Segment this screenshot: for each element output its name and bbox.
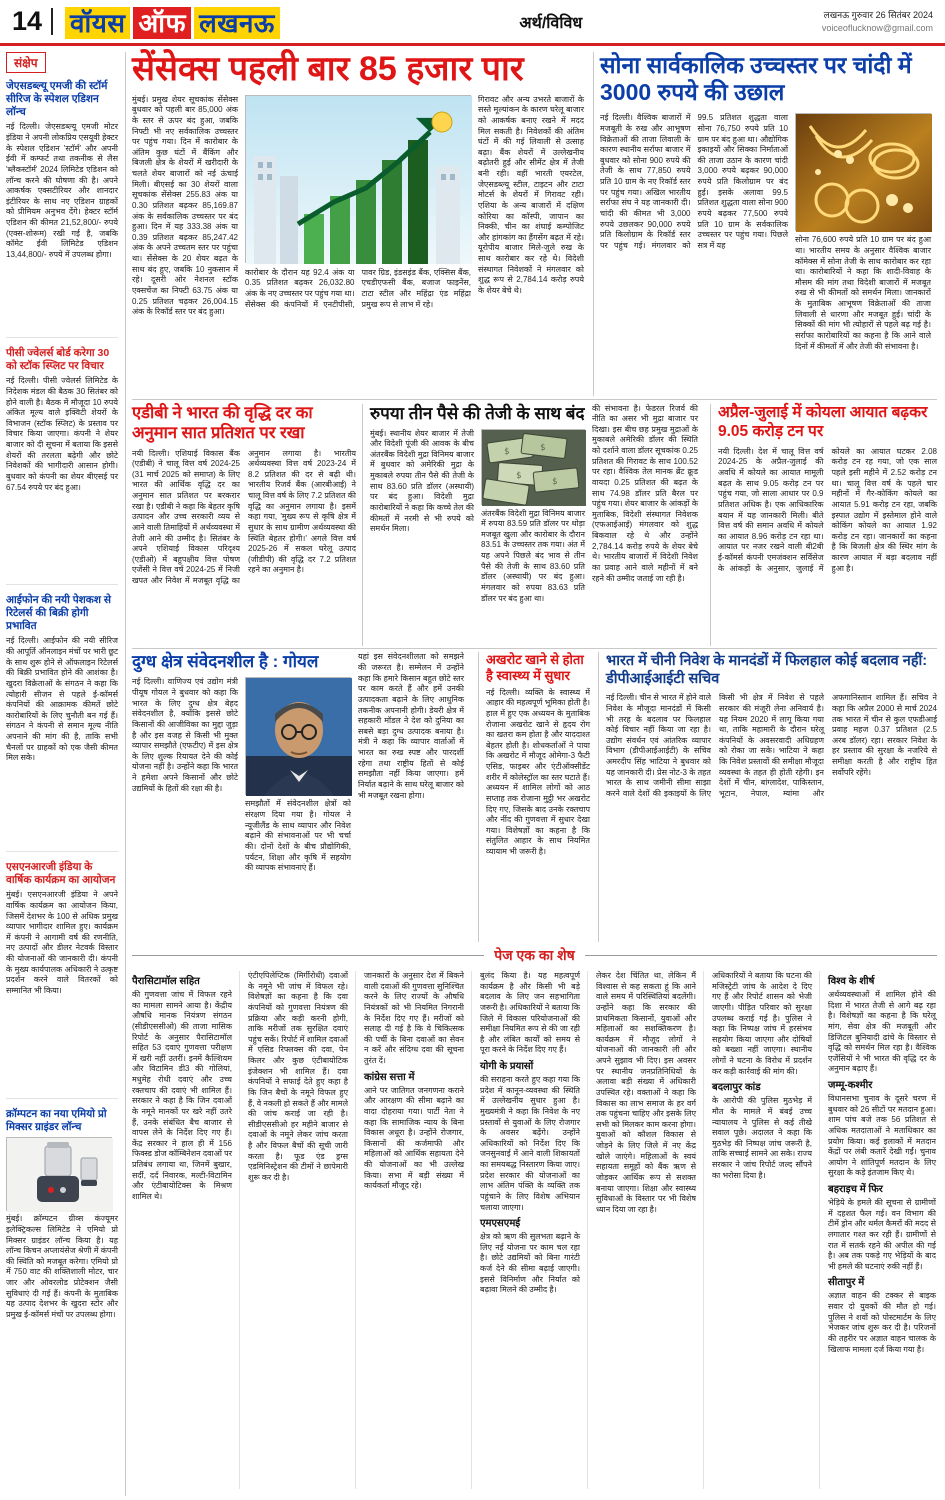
gold-column-text-2: सोना 76,600 रुपये प्रति 10 ग्राम पर बंद हुआ था। भारतीय समय के अनुसार वैश्विक बाजार कॉमेक्स में सोना तेजी के साथ कारोबार कर रहा था। कारोबारियों ने कहा कि शादी-विवाह के मौसम की मांग तथा विदेशी बाजारों में मजबूत रुख से भी कीमतों को समर्थन मिला। जानकारों के मुताबिक आभूषण विक्रेताओं की ताजा लिवाली से धारणा और मजबूत हुई। चांदी के सिक्कों की मांग भी त्योहारों से पहले बढ़ गई है। सर्राफा कारोबारियों का कहना है कि आने वाले दिनों में कीमतों में और तेजी की संभावना है। [795, 235, 931, 351]
date-block [822, 9, 933, 33]
brief-body: नई दिल्ली। जेएसडब्ल्यू एमजी मोटर इंडिया ने अपनी लोकप्रिय एसयूवी हेक्टर के स्पेशल एडिशन 'स्टॉर्म' और अपनी ईवी में कम्फर्ट तथा तकनीक से लैस 'ब्लैकस्टॉर्म' 2024 लिमिटेड एडिशन को लॉन्च करने की घोषणा की है। अपने आकर्षक एक्सटीरियर और शानदार इंटीरियर के साथ नए एडिशन ग्राहकों को प्रीमियम अनुभव देंगे। हेक्टर स्टॉर्म एडिशन की कीमत 21,52,800/- रुपये (एक्स-शोरूम) रखी गई है, जबकि कॉमेट ईवी लिमिटेड एडिशन 13,44,800/- रुपये में उपलब्ध होगा। [6, 122, 118, 259]
gold-body [600, 113, 937, 375]
brief-body: मुंबई। क्रॉम्पटन ग्रीव्स कंज्यूमर इलेक्ट्रिकल्स लिमिटेड ने एमियो प्रो मिक्सर ग्राइंडर लॉन्च किया है। यह लॉन्च किचन अप्लायंसेज श्रेणी में कंपनी की स्थिति को मजबूत करेगा। एमियो प्रो में 750 वाट की शक्तिशाली मोटर, चार जार और ओवरलोड प्रोटेक्शन जैसी सुविधाएं दी गई हैं। कंपनी के मुताबिक यह उत्पाद देशभर के खुदरा स्टोर और प्रमुख ई-कॉमर्स मंचों पर उपलब्ध होगा। [6, 1214, 118, 1319]
brief-body: नई दिल्ली। पीसी ज्वेलर्स लिमिटेड के निदेशक मंडल की बैठक 30 सितंबर को होने वाली है। बैठक में मौजूदा 10 रुपये अंकित मूल्य वाले इक्विटी शेयरों के विभाजन (स्टॉक स्प्लिट) के प्रस्ताव पर विचार किया जाएगा। कंपनी ने शेयर बाजार को दी सूचना में बताया कि इससे शेयरों की तरलता बढ़ेगी और छोटे निवेशकों की भागीदारी आसान होगी। बुधवार को कंपनी का शेयर बीएसई पर 67.54 रुपये पर बंद हुआ। [6, 376, 118, 492]
walnut-body: नई दिल्ली। व्यक्ति के स्वास्थ्य में आहार की महत्वपूर्ण भूमिका होती है। हाल में हुए एक अध्ययन के मुताबिक रोजाना अखरोट खाने से हृदय रोग का खतरा कम होता है और याददाश्त बेहतर होती है। शोधकर्ताओं ने पाया कि अखरोट में मौजूद ओमेगा-3 फैटी एसिड, फाइबर और एंटीऑक्सीडेंट शरीर में कोलेस्ट्रॉल का स्तर घटाते हैं। अध्ययन में शामिल लोगों को आठ सप्ताह तक रोजाना मुट्ठी भर अखरोट दिए गए, जिसके बाद उनके रक्तचाप और नींद की गुणवत्ता में सुधार देखा गया। विशेषज्ञों का कहना है कि संतुलित आहार के साथ नियमित व्यायाम भी जरूरी है। [486, 687, 590, 857]
adb-headline: एडीबी ने भारत की वृद्धि दर का अनुमान सात प्रतिशत पर रखा [132, 404, 313, 442]
continuation-column-1 [132, 971, 240, 1489]
paper-name-part-3: लखनऊ [194, 7, 280, 39]
lead-column-1: मुंबई। प्रमुख शेयर सूचकांक सेंसेक्स बुधवार को पहली बार 85,000 अंक के स्तर से ऊपर बंद हुआ, जबकि निफ्टी भी नए सर्वकालिक उच्चस्तर पर पहुंच गया। दिन में कारोबार के अंतिम कुछ घंटों में बैंकिंग और बिजली क्षेत्र के शेयरों में खरीदारी के चलते शेयर बाजारों को नई ऊंचाई मिली। बीएसई का 30 शेयरों वाला सूचकांक सेंसेक्स 255.83 अंक या 0.30 प्रतिशत बढ़कर 85,169.87 अंक के सर्वकालिक उच्चस्तर पर बंद हुआ। दिन में यह 333.38 अंक या 0.39 प्रतिशत बढ़कर 85,247.42 अंक के अपने उच्चतम स्तर पर पहुंचा था। सेंसेक्स के 20 शेयर बढ़त के साथ बंद हुए, जबकि 10 नुकसान में रहे। दूसरी ओर नेशनल स्टॉक एक्सचेंज का निफ्टी 63.75 अंक या 0.25 प्रतिशत चढ़कर 26,004.15 अंक के रिकॉर्ड स्तर पर बंद हुआ। [132, 94, 238, 317]
continuation-column-7 [828, 971, 936, 1489]
lead-column-3: गिरावट और अन्य उभरते बाजारों के सस्ते मूल्यांकन के कारण घरेलू बाजार को आकर्षक बनाए रखने में मदद मिल सकती है। निवेशकों की अंतिम घंटों में की गई लिवाली से उत्साह बढ़ा। बैंक शेयरों में उल्लेखनीय बढ़ोतरी हुई और सीमेंट क्षेत्र में तेजी बनी रही। वहीं भारती एयरटेल, जेएसडब्ल्यू स्टील, टाइटन और टाटा मोटर्स के शेयरों में गिरावट रही। एशिया के अन्य बाजारों में दक्षिण कोरिया का कॉस्पी, जापान का निक्की, चीन का शंघाई कम्पोजिट और हांगकांग का हैंगसेंग बढ़त में रहे। यूरोपीय बाजार मिले-जुले रुख के साथ कारोबार कर रहे थे। विदेशी संस्थागत निवेशकों ने मंगलवार को शुद्ध रूप से 2,784.14 करोड़ रुपये के शेयर बेचे थे। [478, 94, 584, 295]
svg-text:$: $ [504, 446, 510, 457]
continuation-text: एंटीएपिलेप्टिक (मिर्गीरोधी) दवाओं के नमूने भी जांच में विफल रहे। विशेषज्ञों का कहना है कि दवा कंपनियों को गुणवत्ता नियंत्रण की प्रक्रिया और कड़ी करनी होगी, ताकि मरीजों तक सुरक्षित दवाएं पहुंच सकें। रिपोर्ट में शामिल दवाओं में एसिड रिफ्लक्स की दवा, पेन किलर और कुछ एंटीबायोटिक इंजेक्शन भी शामिल हैं। दवा कंपनियों ने सफाई देते हुए कहा है कि जिन बैचों के नमूने विफल हुए हैं, वे नकली हो सकते हैं और मामले की जांच कराई जा रही है। सीडीएससीओ हर महीने बाजार से दवाओं के नमूने लेकर जांच करता है और विफल बैचों की सूची जारी करता है। फूड एंड ड्रग्स एडमिनिस्ट्रेशन की टीमों ने छापेमारी शुरू कर दी है। [248, 971, 348, 1182]
page-number: 14 [12, 8, 53, 35]
continuation-text: के आरोपी की पुलिस मुठभेड़ में मौत के मामले में बंबई उच्च न्यायालय ने पुलिस से कई तीखे सवाल पूछे। अदालत ने कहा कि मुठभेड़ की निष्पक्ष जांच जरूरी है, ताकि सच्चाई सामने आ सके। राज्य सरकार ने जांच रिपोर्ट जल्द सौंपने का भरोसा दिया है। [712, 1096, 812, 1180]
svg-text:$: $ [552, 476, 558, 487]
paper-name-part-2: ऑफ [133, 7, 191, 39]
continuation-column-6 [712, 971, 820, 1489]
dollar-notes-photo [481, 429, 585, 505]
masthead [0, 0, 945, 46]
brief-item-iphone-retailers [6, 594, 118, 852]
section-divider [132, 399, 937, 400]
continuation-text: बुलंद किया है। यह महत्वपूर्ण कार्यक्रम है और किसी भी बड़े बदलाव के लिए जन सहभागिता जरूरी है। अधिकारियों ने बताया कि जिले में विकास परियोजनाओं की समीक्षा नियमित रूप से की जा रही है और लंबित कार्यों को समय से पूरा करने के निर्देश दिए गए हैं। [480, 971, 580, 1055]
continuation-text: लेकर देश चिंतित था, लेकिन मैं विश्वास से कह सकता हूं कि आने वाले समय में परिस्थितियां बदलेंगी। उन्होंने कहा कि सरकार की प्राथमिकता किसानों, युवाओं और महिलाओं का सशक्तिकरण है। कार्यक्रम में मौजूद लोगों ने योजनाओं की जानकारी ली और अपने सुझाव भी दिए। इस अवसर पर स्थानीय जनप्रतिनिधियों के अलावा बड़ी संख्या में अधिकारी उपस्थित रहे। वक्ताओं ने कहा कि विकास का लाभ समाज के हर वर्ग तक पहुंचना चाहिए और इसके लिए सभी को मिलकर काम करना होगा। युवाओं को कौशल विकास से जोड़ने के लिए जिले में नए केंद्र खोले जाएंगे। महिलाओं के स्वयं सहायता समूहों को बैंक ऋण से जोड़कर आर्थिक रूप से सशक्त बनाया जाएगा। शिक्षा और स्वास्थ्य सुविधाओं के विस्तार पर भी विशेष ध्यान दिया जा रहा है। [596, 971, 696, 1214]
subhead-yogi: योगी के प्रयासों [480, 1061, 534, 1072]
adb-story [132, 404, 356, 646]
divider-line [585, 955, 937, 956]
continuation-text: जानकारों के अनुसार देश में बिकने वाली दवाओं की गुणवत्ता सुनिश्चित करने के लिए राज्यों के औषधि नियंत्रकों को भी नियमित निगरानी के निर्देश दिए गए हैं। मरीजों को सलाह दी गई है कि वे चिकित्सक की पर्ची के बिना दवाओं का सेवन न करें और संदिग्ध दवा की सूचना तुरंत दें। [364, 971, 464, 1065]
goyal-story [132, 652, 470, 942]
continuation-columns [132, 971, 937, 1489]
subhead-msme: एमएसएमई [480, 1218, 521, 1230]
subhead-sitapur: सीतापुर में [828, 1277, 865, 1289]
gold-right-column [795, 113, 931, 375]
lead-body [132, 95, 586, 383]
stock-market-growth-illustration [245, 95, 471, 263]
rupee-column-1: मुंबई। स्थानीय शेयर बाजार में तेजी और विदेशी पूंजी की आवक के बीच अंतरबैंक विदेशी मुद्रा विनिमय बाजार में बुधवार को अमेरिकी मुद्रा के मुकाबले रुपया तीन पैसे की तेजी के साथ 83.60 प्रति डॉलर (अस्थायी) पर बंद हुआ। विदेशी मुद्रा कारोबारियों ने कहा कि कच्चे तेल की कीमतों में नरमी से भी रुपये को समर्थन मिला। [370, 428, 474, 534]
mixer-grinder-photo [6, 1137, 112, 1211]
gold-jewellery-photo [795, 113, 931, 231]
continuation-column-3 [364, 971, 472, 1489]
brief-body: मुंबई। एसएनआरजी इंडिया ने अपने वार्षिक कार्यक्रम का आयोजन किया, जिसमें देशभर के 100 से अधिक प्रमुख व्यापार भागीदार शामिल हुए। कार्यक्रम में कंपनी ने आगामी वर्ष की रणनीति, नए उत्पादों और डीलर नेटवर्क विस्तार की योजनाओं की जानकारी दी। कंपनी के मुख्य कार्यपालक अधिकारी ने उत्कृष्ट प्रदर्शन करने वाले वितरकों को सम्मानित भी किया। [6, 890, 118, 995]
continuation-text: भेड़िये के हमले की सूचना से ग्रामीणों में दहशत फैल गई। वन विभाग की टीमें ड्रोन और थर्मल कैमरों की मदद से लगातार गश्त कर रही हैं। ग्रामीणों से रात में सतर्क रहने की अपील की गई है। अब तक पकड़े गए भेड़ियों के बाद भी हमले की घटनाएं रुकी नहीं हैं। [828, 1198, 936, 1271]
continuation-header [132, 946, 937, 965]
continuation-column-4 [480, 971, 588, 1489]
brief-item-jsw-mg [6, 80, 118, 338]
continuation-column-2 [248, 971, 356, 1489]
brief-item-annual-event [6, 861, 118, 1099]
continuation-text: की सराहना करते हुए कहा गया कि प्रदेश में कानून-व्यवस्था की स्थिति में उल्लेखनीय सुधार हुआ है। मुख्यमंत्री ने कहा कि निवेश के नए प्रस्तावों से युवाओं के लिए रोजगार के अवसर बढ़ेंगे। उन्होंने अधिकारियों को निर्देश दिए कि जनसुनवाई में आने वाली शिकायतों का समयबद्ध निस्तारण किया जाए। प्रदेश सरकार की योजनाओं का लाभ अंतिम पंक्ति के व्यक्ति तक पहुंचाने के लिए विशेष अभियान चलाया जाएगा। [480, 1075, 580, 1212]
rupee-headline: रुपया तीन पैसे की तेजी के साथ बंद [370, 404, 585, 423]
continuation-title: पेज एक का शेष [494, 947, 575, 963]
paper-name-part-1: वॉयस [65, 7, 130, 39]
section-divider [132, 648, 937, 649]
subhead-congress: कांग्रेस सत्ता में [364, 1071, 415, 1083]
subhead-paracetamol: पैरासिटामॉल सहित [132, 976, 200, 987]
coal-headline: अप्रैल-जुलाई में कोयला आयात बढ़कर 9.05 करोड़ टन पर [718, 404, 928, 440]
email-address: voiceoflucknow@gmail.com [821, 22, 933, 33]
continuation-text: की गुणवत्ता जांच में विफल रहने का मामला सामने आया है। केंद्रीय औषधि मानक नियंत्रण संगठन (सीडीएससीओ) की ताजा मासिक रिपोर्ट के अनुसार पैरासिटामॉल सहित 53 दवाएं गुणवत्ता परीक्षण में खरी नहीं उतरीं। इनमें कैल्शियम और विटामिन डी3 की गोलियां, मधुमेह रोधी दवाएं और उच्च रक्तचाप की दवाएं भी शामिल हैं। सरकार ने कहा है कि जिन दवाओं के नमूने मानकों पर खरे नहीं उतरे हैं, उनके संबंधित बैच बाजार से वापस लेने के निर्देश दिए गए हैं। केंद्र सरकार ने हाल ही में 156 फिक्स्ड डोज कॉम्बिनेशन दवाओं पर प्रतिबंध लगाया था, जिनमें बुखार, सर्दी, दर्द निवारक, मल्टी-विटामिन और एंटीबायोटिक्स के मिश्रण शामिल थे। [132, 990, 232, 1201]
gold-column-text: नई दिल्ली। वैश्विक बाजारों में मजबूती के रुख और आभूषण विक्रेताओं की ताजा लिवाली के कारण स्थानीय सर्राफा बाजार में बुधवार को सोना 900 रुपये की तेजी के साथ 77,850 रुपये प्रति 10 ग्राम के नए रिकॉर्ड स्तर पर पहुंच गया। अखिल भारतीय सर्राफा संघ ने यह जानकारी दी। चांदी की कीमत भी 3,000 रुपये उछलकर 90,000 रुपये प्रति किलोग्राम के रिकॉर्ड स्तर पर पहुंच गई। मंगलवार को 99.5 प्रतिशत शुद्धता वाला सोना 76,750 रुपये प्रति 10 ग्राम पर बंद हुआ था। औद्योगिक इकाइयों और सिक्का निर्माताओं की ताजा उठान के कारण चांदी 3,000 रुपये बढ़कर 90,000 रुपये प्रति किलोग्राम पर बंद हुई। इसके अलावा 99.5 प्रतिशत शुद्धता वाला सोना 900 रुपये बढ़कर 77,500 रुपये प्रति 10 ग्राम के सर्वकालिक उच्चस्तर पर पहुंच गया। पिछले सत्र में यह [600, 113, 788, 250]
lead-middle [245, 95, 471, 383]
goyal-column-2-text: समझौतों में संवेदनशील क्षेत्रों को संरक्षण दिया गया है। गोयल ने न्यूजीलैंड के साथ व्यापार और निवेश बढ़ाने की संभावनाओं पर भी चर्चा की। दोनों देशों के बीच प्रौद्योगिकी, पर्यटन, शिक्षा और कृषि में सहयोग की व्यापक संभावनाएं हैं। [245, 799, 351, 873]
china-investment-story [598, 652, 937, 942]
section-label: अर्थ/विविध [519, 14, 583, 32]
brief-title: पीसी ज्वेलर्स बोर्ड करेगा 30 को स्टॉक स्प्लिट पर विचार [6, 347, 110, 373]
subhead-world: विश्व के शीर्ष [828, 976, 875, 987]
goyal-column-2 [245, 677, 351, 929]
goyal-column-1: नई दिल्ली। वाणिज्य एवं उद्योग मंत्री पीयूष गोयल ने बुधवार को कहा कि भारत के लिए दुग्ध क्षेत्र बेहद संवेदनशील है, क्योंकि इससे छोटे किसानों की आजीविका का मुद्दा जुड़ा है और इस वजह से किसी भी मुक्त व्यापार समझौते (एफटीए) में इस क्षेत्र के लिए शुल्क रियायत देने की कोई योजना नहीं है। उन्होंने कहा कि भारत ने हमेशा अपने किसानों और छोटे उद्यमियों के हितों की रक्षा की है। [132, 677, 238, 793]
brief-item-pc-jewellers [6, 347, 118, 585]
brief-body: नई दिल्ली। आईफोन की नयी सीरिज की आपूर्ति ऑनलाइन मंचों पर भारी छूट के साथ शुरू होने से ऑफलाइन रिटेलर्स की बिक्री प्रभावित होने की आशंका है। खुदरा विक्रेताओं के संगठन ने कहा कि त्योहारी सीजन से पहले ई-कॉमर्स कंपनियों की आक्रामक कीमतें छोटे कारोबारियों के लिए चुनौती बन गई हैं। संगठन ने कंपनी से समान मूल्य नीति अपनाने की मांग की है, ताकि सभी चैनलों पर ग्राहकों को एक जैसी कीमत मिल सके। [6, 636, 118, 763]
brief-title: क्रॉम्पटन का नया एमियो प्रो मिक्सर ग्राइंडर लॉन्च [6, 1108, 107, 1134]
briefs-rail-header: संक्षेप [6, 52, 46, 73]
rupee-story [362, 404, 704, 646]
rupee-column-2 [481, 429, 585, 634]
svg-text:$: $ [540, 442, 546, 453]
walnut-story [478, 652, 590, 942]
brief-item-crompton-mixer [6, 1108, 118, 1438]
gold-headline: सोना सार्वकालिक उच्चस्तर पर चांदी में 3000 रुपये की उछाल [600, 52, 912, 106]
date-line: लखनऊ गुरुवार 26 सितंबर 2024 [823, 10, 933, 21]
continuation-text: आने पर जातिगत जनगणना कराने और आरक्षण की सीमा बढ़ाने का वादा दोहराया गया। पार्टी नेता ने कहा कि सामाजिक न्याय के बिना विकास अधूरा है। उन्होंने रोजगार, किसानों की कर्जमाफी और महिलाओं को आर्थिक सहायता देने की योजनाओं का भी उल्लेख किया। सभा में बड़ी संख्या में कार्यकर्ता मौजूद रहे। [364, 1085, 464, 1191]
continuation-section [132, 946, 937, 1496]
gold-story [600, 52, 937, 396]
goyal-headline: दुग्ध क्षेत्र संवेदनशील है : गोयल [132, 652, 319, 671]
continuation-text: क्षेत्र को ऋण की सुलभता बढ़ाने के लिए नई योजना पर काम चल रहा है। छोटे उद्यमियों को बिना गारंटी कर्ज देने की सीमा बढ़ाई जाएगी। इससे विनिर्माण और निर्यात को बढ़ावा मिलने की उम्मीद है। [480, 1232, 580, 1295]
continuation-text: विधानसभा चुनाव के दूसरे चरण में बुधवार को 26 सीटों पर मतदान हुआ। शाम पांच बजे तक 56 प्रतिशत से अधिक मतदाताओं ने मताधिकार का प्रयोग किया। कई इलाकों में मतदान केंद्रों पर लंबी कतारें देखी गईं। चुनाव आयोग ने शांतिपूर्ण मतदान के लिए सुरक्षा के कड़े इंतजाम किए थे। [828, 1094, 936, 1178]
lead-story [132, 52, 594, 396]
walnut-headline: अखरोट खाने से होता है स्वास्थ्य में सुधार [486, 652, 584, 683]
svg-text:$: $ [516, 470, 522, 481]
continuation-text: अर्थव्यवस्थाओं में शामिल होने की दिशा में भारत तेजी से आगे बढ़ रहा है। विशेषज्ञों का कहना है कि घरेलू मांग, सेवा क्षेत्र की मजबूती और डिजिटल बुनियादी ढांचे के विस्तार से वृद्धि को समर्थन मिल रहा है। वैश्विक एजेंसियों ने भी भारत की वृद्धि दर के अनुमान बढ़ाए हैं। [828, 990, 936, 1074]
continuation-column-5 [596, 971, 704, 1489]
brief-title: एसएनआरजी इंडिया के वार्षिक कार्यक्रम का आयोजन [6, 861, 116, 887]
briefs-rail [6, 52, 126, 1496]
brief-title: आईफोन की नयी पेशकश से रिटेलर्स की बिक्री होगी प्रभावित [6, 594, 112, 633]
rupee-column-2-text: अंतरबैंक विदेशी मुद्रा विनिमय बाजार में रुपया 83.59 प्रति डॉलर पर थोड़ा मजबूत खुला और कारोबार के दौरान 83.51 के उच्चस्तर तक गया। अंत में यह अपने पिछले बंद भाव से तीन पैसे की तेजी के साथ 83.60 प्रति डॉलर (अस्थायी) पर बंद हुआ। मंगलवार को रुपया 83.63 प्रति डॉलर पर बंद हुआ था। [481, 508, 585, 603]
continuation-text: अधिकारियों ने बताया कि घटना की मजिस्ट्रेटी जांच के आदेश दे दिए गए हैं और रिपोर्ट शासन को भेजी जाएगी। पीड़ित परिवार को सुरक्षा उपलब्ध कराई गई है। पुलिस ने कहा कि निष्पक्ष जांच में हरसंभव सहयोग किया जाएगा और दोषियों को बख्शा नहीं जाएगा। स्थानीय लोगों ने घटना के विरोध में प्रदर्शन कर कड़ी कार्रवाई की मांग की। [712, 971, 812, 1076]
subhead-bahraich: बहराइच में फिर [828, 1184, 883, 1195]
china-headline: भारत में चीनी निवेश के मानदंडों में फिलहाल कोई बदलाव नहीं: डीपीआईआईटी सचिव [606, 653, 928, 688]
lead-headline: सेंसेक्स पहली बार 85 हजार पार [132, 50, 524, 88]
lead-column-2: कारोबार के दौरान यह 92.4 अंक या 0.35 प्रतिशत बढ़कर 26,032.80 अंक के नए उच्चस्तर पर पहुंच गया था। सेंसेक्स की कंपनियों में एनटीपीसी, पावर ग्रिड, इंडसइंड बैंक, एक्सिस बैंक, एचडीएफसी बैंक, बजाज फाइनेंस, टाटा स्टील और महिंद्रा एंड महिंद्रा प्रमुख रूप से लाभ में रहे। [245, 267, 471, 309]
adb-body: नयी दिल्ली। एशियाई विकास बैंक (एडीबी) ने चालू वित्त वर्ष 2024-25 (31 मार्च 2025 को समाप्त) के लिए भारत की आर्थिक वृद्धि दर का अनुमान सात प्रतिशत पर बरकरार रखा है। एडीबी ने कहा कि बेहतर कृषि उत्पादन और उच्च सरकारी व्यय से आने वाली तिमाहियों में अर्थव्यवस्था में तेजी आने की उम्मीद है। सितंबर के अपने एशियाई विकास परिदृश्य (एडीओ) में बहुपक्षीय वित्त पोषण एजेंसी ने वित्त वर्ष 2024-25 में निजी खपत और निवेश में मजबूत वृद्धि का अनुमान लगाया है। भारतीय अर्थव्यवस्था वित्त वर्ष 2023-24 में 8.2 प्रतिशत की दर से बढ़ी थी। भारतीय रिजर्व बैंक (आरबीआई) ने चालू वित्त वर्ष के लिए 7.2 प्रतिशत की वृद्धि का अनुमान लगाया है। इसमें कहा गया, 'मुख्य रूप से कृषि क्षेत्र में सुधार के साथ ग्रामीण अर्थव्यवस्था की स्थिति बेहतर होगी।' अगले वित्त वर्ष 2025-26 में सकल घरेलू उत्पाद (जीडीपी) की वृद्धि दर 7.2 प्रतिशत रहने का अनुमान है। [132, 448, 356, 586]
china-body: नई दिल्ली। चीन से भारत में होने वाले निवेश के मौजूदा मानदंडों में किसी भी तरह के बदलाव पर फिलहाल कोई विचार नहीं किया जा रहा है। उद्योग संवर्धन एवं आंतरिक व्यापार विभाग (डीपीआईआईटी) के सचिव अमरदीप सिंह भाटिया ने बुधवार को यह जानकारी दी। प्रेस नोट-3 के तहत भारत के साथ जमीनी सीमा साझा करने वाले देशों की इकाइयों के लिए किसी भी क्षेत्र में निवेश से पहले सरकार की मंजूरी लेना अनिवार्य है। यह नियम 2020 में लागू किया गया था, ताकि महामारी के दौरान घरेलू कंपनियों के अवसरवादी अधिग्रहण को रोका जा सके। भाटिया ने कहा कि निवेश प्रस्तावों की समीक्षा मौजूदा व्यवस्था के तहत ही होती रहेगी। इन देशों में चीन, बांग्लादेश, पाकिस्तान, भूटान, नेपाल, म्यांमा और अफगानिस्तान शामिल हैं। सचिव ने कहा कि अप्रैल 2000 से मार्च 2024 तक भारत में चीन से कुल एफडीआई प्रवाह महज 0.37 प्रतिशत (2.5 अरब डॉलर) रहा। सरकार निवेश के हर प्रस्ताव की सुरक्षा के नजरिये से समीक्षा करती है और राष्ट्रीय हित सर्वोपरि रहेंगे। [606, 693, 937, 798]
divider-line [132, 955, 484, 956]
piyush-goyal-photo [245, 677, 351, 795]
rupee-column-3: की संभावना है। फेडरल रिजर्व की नीति का असर भी मुद्रा बाजार पर दिखा। इस बीच छह प्रमुख मुद्राओं के मुकाबले अमेरिकी डॉलर की स्थिति को दर्शाने वाला डॉलर सूचकांक 0.25 प्रतिशत की गिरावट के साथ 100.52 पर रहा। वैश्विक तेल मानक ब्रेंट क्रूड वायदा 0.25 प्रतिशत की बढ़त के साथ 74.98 डॉलर प्रति बैरल पर पहुंच गया। शेयर बाजार के आंकड़ों के मुताबिक, विदेशी संस्थागत निवेशक (एफआईआई) मंगलवार को शुद्ध बिकवाल रहे थे और उन्होंने 2,784.14 करोड़ रुपये के शेयर बेचे थे। भारतीय बाजारों में विदेशी निवेश का प्रवाह आने वाले महीनों में बने रहने की उम्मीद जताई जा रही है। [592, 403, 698, 583]
goyal-column-3: यहां इस संवेदनशीलता को समझने की जरूरत है। सम्मेलन में उन्होंने कहा कि हमारे किसान बहुत छोटे स्तर पर काम करते हैं और हमें उनकी उत्पादकता बढ़ाने के लिए आधुनिक तकनीक अपनानी होगी। डेयरी क्षेत्र में सहकारी मॉडल ने देश को दुनिया का सबसे बड़ा दुग्ध उत्पादक बनाया है। मंत्री ने कहा कि व्यापार वार्ताओं में भारत का रुख स्पष्ट और पारदर्शी रहेगा तथा राष्ट्रीय हितों से कोई समझौता नहीं किया जाएगा। हमें निर्यात बढ़ाने के साथ घरेलू बाजार को भी मजबूत रखना होगा। [358, 652, 464, 800]
continuation-text: अज्ञात वाहन की टक्कर से बाइक सवार दो युवकों की मौत हो गई। पुलिस ने शवों को पोस्टमार्टम के लिए भेजकर जांच शुरू कर दी है। परिजनों की तहरीर पर अज्ञात वाहन चालक के खिलाफ मामला दर्ज किया गया है। [828, 1291, 936, 1354]
paper-name [65, 4, 280, 40]
coal-body: नयी दिल्ली। देश में चालू वित्त वर्ष 2024-25 के अप्रैल-जुलाई की अवधि में कोयले का आयात मामूली बढ़त के साथ 9.05 करोड़ टन पर पहुंच गया, जो साला आधार पर 0.9 प्रतिशत अधिक है। एक आधिकारिक बयान में यह जानकारी मिली। बीते वित्त वर्ष की समान अवधि में कोयले का आयात 8.96 करोड़ टन रहा था। आयात पर नजर रखने वाली बी2बी ई-कॉमर्स कंपनी एमजंक्शन सर्विसेज के आंकड़ों के अनुसार, जुलाई में कोयले का आयात घटकर 2.08 करोड़ टन रह गया, जो एक साल पहले इसी महीने में 2.52 करोड़ टन था। चालू वित्त वर्ष के पहले चार महीनों में गैर-कोकिंग कोयले का आयात 5.91 करोड़ टन रहा, जबकि इस्पात उद्योग में इस्तेमाल होने वाले कोकिंग कोयले का आयात 1.92 करोड़ टन रहा। जानकारों का कहना है कि बिजली क्षेत्र की स्थिर मांग के कारण आयात में बड़ा बदलाव नहीं हुआ है। [718, 446, 937, 573]
brief-title: जेएसडब्ल्यू एमजी की स्टॉर्म सीरिज के स्पेशल एडिशन लॉन्च [6, 80, 108, 119]
subhead-jammu: जम्मू-कश्मीर [828, 1080, 873, 1091]
subhead-badlapur: बदलापुर कांड [712, 1082, 761, 1094]
coal-story [710, 404, 937, 646]
